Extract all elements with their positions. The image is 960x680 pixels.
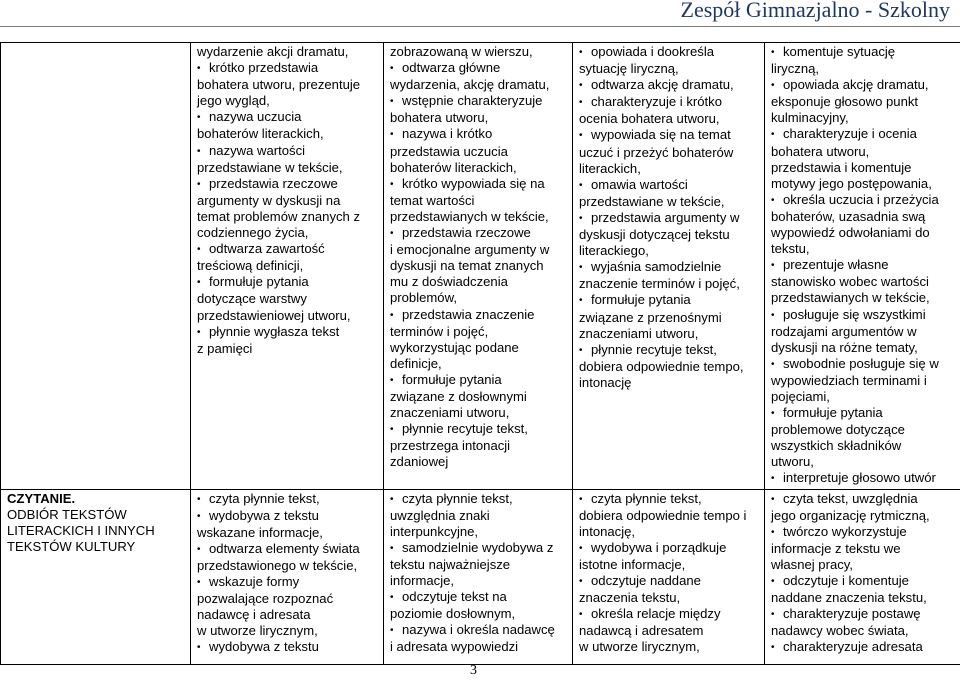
bullet-icon: •: [771, 309, 775, 321]
cell-text-line: • nazywa i krótko: [390, 126, 566, 143]
cell-text-line: przedstawianych w tekście,: [771, 290, 930, 306]
table-row: [1, 43, 960, 490]
cell-text-line: naddane znaczenia tekstu,: [771, 590, 927, 606]
grade-cell: [384, 489, 573, 664]
bullet-icon: •: [197, 493, 201, 505]
cell-text-line: poziomie dosłownym,: [390, 606, 516, 622]
bullet-icon: •: [579, 97, 583, 109]
cell-text-line: • czyta płynnie tekst,: [197, 491, 377, 508]
cell-text-line: dobiera odpowiednie tempo,: [579, 358, 744, 374]
cell-text-line: bohatera utworu,: [771, 143, 870, 159]
cell-text-line: • formułuje pytania: [771, 405, 954, 422]
bullet-icon: •: [771, 47, 775, 58]
cell-text-line: przedstawianych w tekście,: [390, 208, 549, 224]
cell-text-line: stanowisko wobec wartości: [771, 274, 929, 290]
cell-text-line: • wypowiada się na temat: [579, 127, 758, 144]
cell-text-line: przestrzega intonacji: [390, 438, 511, 454]
cell-text-line: bohaterów, uzasadnia swą: [771, 208, 926, 224]
cell-text-line: wypowiedź odwołaniami do: [771, 225, 930, 241]
bullet-icon: •: [771, 473, 775, 485]
cell-text-line: • określa relacje między: [579, 606, 758, 623]
bullet-icon: •: [390, 374, 394, 386]
grade-cell: [765, 43, 960, 490]
cell-text-line: • odtwarza akcję dramatu,: [579, 77, 758, 94]
cell-text-line: • przedstawia argumenty w: [579, 210, 758, 227]
cell-text-line: treściową definicji,: [197, 258, 304, 274]
bullet-icon: •: [197, 112, 201, 124]
cell-text-line: • swobodnie posługuje się w: [771, 356, 954, 373]
cell-text-line: • twórczo wykorzystuje: [771, 524, 954, 541]
bullet-icon: •: [771, 642, 775, 654]
cell-text-line: • płynnie recytuje tekst,: [579, 342, 758, 359]
cell-text-line: • czyta tekst, uwzględnia: [771, 491, 954, 508]
bullet-icon: •: [197, 145, 201, 157]
bullet-icon: •: [579, 130, 583, 142]
bullet-icon: •: [579, 295, 583, 307]
cell-text-line: problemowe dotyczące: [771, 422, 905, 438]
bullet-icon: •: [771, 609, 775, 621]
section-label-cell: [1, 489, 191, 664]
cell-text-line: intonację,: [579, 523, 636, 539]
cell-text-line: nadawcą i adresatem: [579, 623, 704, 639]
cell-text-line: utworu,: [771, 454, 814, 470]
bullet-icon: •: [579, 179, 583, 191]
cell-text-line: • opowiada i dookreśla: [579, 44, 758, 61]
cell-text-line: znaczenie terminów i pojęć,: [579, 276, 740, 292]
bullet-icon: •: [771, 526, 775, 538]
cell-text-line: • czyta płynnie tekst,: [579, 491, 758, 508]
cell-text-line: tekstu najważniejsze: [390, 556, 511, 572]
cell-text-line: • odtwarza elementy świata: [197, 541, 377, 558]
cell-text-line: • formułuje pytania: [579, 292, 758, 309]
cell-text-line: bohaterów literackich,: [197, 126, 324, 142]
bullet-icon: •: [197, 277, 201, 289]
cell-text-line: mu z doświadczenia: [390, 274, 508, 290]
cell-text-line: dyskusji na różne tematy,: [771, 339, 918, 355]
bullet-icon: •: [197, 244, 201, 256]
bullet-icon: •: [390, 63, 394, 75]
document-header-title: Zespół Gimnazjalno - Szkolny: [680, 0, 950, 22]
bullet-icon: •: [390, 542, 394, 554]
cell-text-line: znaczenia tekstu,: [579, 590, 681, 606]
cell-text-line: tekstu,: [771, 241, 810, 257]
grade-cell: [384, 43, 573, 490]
cell-text-line: argumenty w dyskusji na: [197, 192, 341, 208]
section-subtitle-line: ODBIÓR TEKSTÓW: [7, 506, 127, 522]
cell-text-line: • czyta płynnie tekst,: [390, 491, 566, 508]
cell-text-line: jego organizację rytmiczną,: [771, 507, 930, 523]
cell-text-line: • nazywa i określa nadawcę: [390, 622, 566, 639]
bullet-icon: •: [390, 96, 394, 108]
bullet-icon: •: [390, 228, 394, 240]
cell-text-line: • samodzielnie wydobywa z: [390, 540, 566, 557]
cell-text-line: intonację: [579, 374, 632, 390]
cell-text-line: • odczytuje naddane: [579, 573, 758, 590]
cell-text-line: pojęciami,: [771, 388, 830, 404]
grade-cell: [191, 43, 384, 490]
cell-text-line: • omawia wartości: [579, 177, 758, 194]
bullet-icon: •: [771, 194, 775, 206]
cell-text-line: • przedstawia znaczenie: [390, 307, 566, 324]
cell-text-line: • wydobywa i porządkuje: [579, 540, 758, 557]
cell-text-line: • wstępnie charakteryzuje: [390, 93, 566, 110]
cell-text-line: związane z dosłownymi: [390, 388, 527, 404]
bullet-icon: •: [579, 212, 583, 224]
cell-text-line: wykorzystując podane: [390, 339, 519, 355]
bullet-icon: •: [197, 642, 201, 654]
cell-text-line: sytuację liryczną,: [579, 61, 679, 77]
cell-text-line: istotne informacje,: [579, 556, 686, 572]
header-divider: [0, 26, 960, 27]
cell-text-line: • wyjaśnia samodzielnie: [579, 259, 758, 276]
cell-text-line: interpunkcyjne,: [390, 523, 479, 539]
bullet-icon: •: [390, 309, 394, 321]
cell-text-line: • prezentuje własne: [771, 257, 954, 274]
cell-text-line: i emocjonalne argumenty w: [390, 242, 550, 258]
cell-text-line: nadawcę i adresata: [197, 607, 311, 623]
bullet-icon: •: [771, 358, 775, 370]
cell-text-line: • płynnie recytuje tekst,: [390, 421, 566, 438]
cell-text-line: przedstawieniowej utworu,: [197, 307, 351, 323]
bullet-icon: •: [771, 408, 775, 420]
cell-text-line: i adresata wypowiedzi: [390, 639, 519, 655]
grade-cell: [191, 489, 384, 664]
cell-text-line: eksponuje głosowo punkt: [771, 94, 919, 110]
bullet-icon: •: [390, 625, 394, 637]
cell-text-line: uczuć i przeżyć bohaterów: [579, 144, 734, 160]
cell-text-line: przedstawionego w tekście,: [197, 557, 358, 573]
cell-text-line: • charakteryzuje adresata: [771, 639, 954, 656]
cell-text-line: codziennego życia,: [197, 225, 309, 241]
cell-text-line: • wydobywa z tekstu: [197, 508, 377, 525]
cell-text-line: uwzględnia znaki: [390, 507, 490, 523]
cell-text-line: bohaterów literackich,: [390, 159, 517, 175]
section-subtitle-line: TEKSTÓW KULTURY: [7, 538, 136, 554]
cell-text-line: • nazywa uczucia: [197, 109, 377, 126]
cell-text-line: w utworze lirycznym,: [197, 623, 318, 639]
cell-text-line: literackiego,: [579, 243, 649, 259]
bullet-icon: •: [197, 326, 201, 338]
grade-cell: [765, 489, 960, 664]
cell-text-line: w utworze lirycznym,: [579, 639, 700, 655]
section-subtitle-line: LITERACKICH I INNYCH: [7, 522, 155, 538]
section-title: CZYTANIE.: [7, 490, 76, 506]
cell-text-line: zdaniowej: [390, 454, 449, 470]
cell-text-line: • krótko przedstawia: [197, 60, 377, 77]
table-row: [1, 489, 960, 664]
cell-text-line: rodzajami argumentów w: [771, 323, 917, 339]
cell-text-line: motywy jego postępowania,: [771, 175, 932, 191]
cell-text-line: ocenia bohatera utworu,: [579, 111, 720, 127]
bullet-icon: •: [579, 80, 583, 92]
cell-text-line: nadawcy wobec świata,: [771, 623, 909, 639]
bullet-icon: •: [579, 576, 583, 587]
cell-text-line: • przedstawia rzeczowe: [197, 176, 377, 193]
cell-text-line: • krótko wypowiada się na: [390, 176, 566, 193]
bullet-icon: •: [771, 80, 775, 92]
bullet-icon: •: [579, 542, 583, 554]
cell-text-line: • komentuje sytuację: [771, 44, 954, 61]
bullet-icon: •: [771, 129, 775, 141]
bullet-icon: •: [197, 577, 201, 588]
cell-text-line: jego wygląd,: [197, 93, 270, 109]
cell-text-line: • odtwarza główne: [390, 60, 566, 77]
cell-text-line: temat wartości: [390, 192, 475, 208]
cell-text-line: informacje z tekstu we: [771, 540, 901, 556]
cell-text-line: dyskusji na temat znanych: [390, 258, 544, 274]
cell-text-line: • formułuje pytania: [197, 274, 377, 291]
page-number: 3: [470, 663, 477, 678]
cell-text-line: • charakteryzuje i krótko: [579, 94, 758, 111]
cell-text-line: bohatera utworu,: [390, 110, 489, 126]
cell-text-line: • charakteryzuje i ocenia: [771, 126, 954, 143]
cell-text-line: wydarzenie akcji dramatu,: [197, 44, 349, 59]
bullet-icon: •: [197, 63, 201, 75]
cell-text-line: definicje,: [390, 355, 442, 371]
cell-text-line: • wydobywa z tekstu: [197, 639, 377, 656]
cell-text-line: wskazane informacje,: [197, 524, 323, 540]
bullet-icon: •: [390, 493, 394, 505]
cell-text-line: własnej pracy,: [771, 556, 853, 572]
cell-text-line: • wskazuje formy: [197, 574, 377, 591]
grade-cell: [573, 43, 765, 490]
cell-text-line: • odczytuje i komentuje: [771, 573, 954, 590]
cell-text-line: terminów i pojęć,: [390, 323, 489, 339]
bullet-icon: •: [771, 260, 775, 272]
cell-text-line: • odczytuje tekst na: [390, 589, 566, 606]
cell-text-line: • formułuje pytania: [390, 372, 566, 389]
cell-text-line: dyskusji dotyczącej tekstu: [579, 227, 730, 243]
bullet-icon: •: [579, 47, 583, 58]
bullet-icon: •: [771, 493, 775, 505]
bullet-icon: •: [390, 424, 394, 436]
cell-text-line: • płynnie wygłasza tekst: [197, 324, 377, 341]
cell-text-line: dotyczące warstwy: [197, 291, 307, 307]
cell-text-line: przedstawia uczucia: [390, 143, 508, 159]
cell-text-line: liryczną,: [771, 61, 820, 77]
cell-text-line: • przedstawia rzeczowe: [390, 225, 566, 242]
cell-text-line: temat problemów znanych z: [197, 208, 361, 224]
bullet-icon: •: [771, 576, 775, 587]
cell-text-line: problemów,: [390, 290, 457, 306]
bullet-icon: •: [197, 543, 201, 555]
bullet-icon: •: [579, 262, 583, 274]
cell-text-line: wydarzenia, akcję dramatu,: [390, 77, 550, 93]
bullet-icon: •: [390, 129, 394, 141]
section-cell-empty: [1, 43, 191, 490]
bullet-icon: •: [390, 178, 394, 190]
cell-text-line: przedstawia i komentuje: [771, 159, 912, 175]
cell-text-line: dobiera odpowiednie tempo i: [579, 507, 747, 523]
cell-text-line: z pamięci: [197, 340, 253, 356]
bullet-icon: •: [579, 344, 583, 356]
bullet-icon: •: [390, 592, 394, 604]
bullet-icon: •: [579, 493, 583, 505]
cell-text-line: • opowiada akcję dramatu,: [771, 77, 954, 94]
cell-text-line: pozwalające rozpoznać: [197, 591, 334, 607]
cell-text-line: • posługuje się wszystkimi: [771, 307, 954, 324]
cell-text-line: • określa uczucia i przeżycia: [771, 192, 954, 209]
bullet-icon: •: [197, 178, 201, 190]
cell-text-line: wypowiedziach terminami i: [771, 372, 927, 388]
cell-text-line: bohatera utworu, prezentuje: [197, 77, 361, 93]
bullet-icon: •: [197, 510, 201, 522]
cell-text-line: znaczeniami utworu,: [390, 405, 510, 421]
cell-text-line: • interpretuje głosowo utwór: [771, 470, 954, 487]
cell-text-line: informacje,: [390, 573, 455, 588]
cell-text-line: związane z przenośnymi: [579, 309, 722, 325]
cell-text-line: • charakteryzuje postawę: [771, 606, 954, 623]
cell-text-line: wszystkich składników: [771, 438, 902, 454]
cell-text-line: przedstawiane w tekście,: [579, 193, 725, 209]
cell-text-line: • odtwarza zawartość: [197, 241, 377, 258]
requirements-table: [0, 42, 960, 665]
bullet-icon: •: [579, 609, 583, 621]
cell-text-line: • nazywa wartości: [197, 143, 377, 160]
cell-text-line: kulminacyjny,: [771, 110, 849, 126]
grade-cell: [573, 489, 765, 664]
cell-text-line: literackich,: [579, 160, 641, 176]
cell-text-line: znaczeniami utworu,: [579, 325, 699, 341]
cell-text-line: zobrazowaną w wierszu,: [390, 44, 533, 59]
cell-text-line: przedstawiane w tekście,: [197, 159, 343, 175]
